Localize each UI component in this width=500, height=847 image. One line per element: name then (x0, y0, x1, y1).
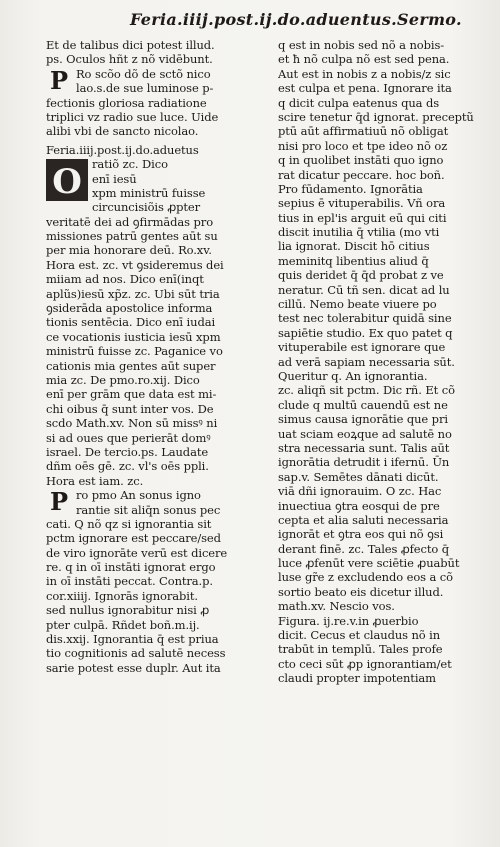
text-line: uat sciam eoꝝque ad salutē no (278, 426, 452, 441)
text-line: Hora est iam. zc. (46, 473, 144, 488)
text-line: trabūt in templū. Tales profe (278, 642, 443, 657)
text-line: sap.v. Semētes dānati dicūt. (278, 469, 439, 484)
text-line: pter culpā. Rñdet boñ.m.ij. (46, 617, 200, 632)
text-line: ministrū fuisse zc. Paganice vo (46, 344, 223, 359)
text-line: est culpa et pena. Ignorare ita (278, 81, 452, 96)
text-line: fectionis gloriosa radiatione (46, 95, 207, 110)
text-line: cepta et alia saluti necessaria (278, 512, 449, 527)
text-line: cor.xiiij. Ignorās ignorabit. (46, 588, 198, 603)
text-line: sed nullus ignorabitur nisi ꝓ (46, 603, 210, 618)
text-line: q est in nobis sed nõ a nobis- (278, 38, 445, 52)
text-line: ignorātia detrudit i ifernū. Ūn (278, 455, 450, 470)
right-column (278, 38, 494, 686)
text-line: sapiētie studio. Ex quo patet q (278, 325, 453, 340)
text-line: rantie sit aliq̄n sonus pec (76, 502, 221, 517)
text-line: veritatē dei ad ꝯfirmādas pro (46, 214, 214, 229)
text-line: alibi vbi de sancto nicolao. (46, 124, 199, 139)
text-line: tio cognitionis ad salutē necess (46, 646, 226, 661)
paragraph-block (46, 157, 264, 215)
text-line: cationis mia gentes aūt super (46, 358, 216, 373)
text-line: clude q multū cauendū est ne (278, 397, 448, 412)
text-line: Pro fūdamento. Ignorātia (278, 181, 423, 196)
text-line: chi oibus q̄ sunt inter vos. De (46, 401, 214, 416)
text-line: circuncisiõis ꝓpter (92, 200, 201, 215)
text-line: Hora est. zc. vt ꝯsideremus dei (46, 257, 224, 272)
paragraph-block (46, 67, 264, 96)
text-line: missiones patrū gentes aūt su (46, 229, 218, 244)
text-line: ce vocationis iusticia iesū xpm (46, 329, 221, 344)
text-line: lao.s.de sue luminose p- (76, 81, 214, 96)
text-line: zc. aliqñ sit pctm. Dic rñ. Et cõ (278, 383, 455, 398)
text-line: dicit. Cecus et claudus nõ in (278, 628, 441, 643)
text-line: cati. Q nõ qz si ignorantia sit (46, 516, 212, 531)
text-line: ptū aūt affirmatiuū nõ obligat (278, 124, 449, 139)
text-line: Queritur q. An ignorantia. (278, 368, 428, 383)
text-line: in oī instāti peccat. Contra.p. (46, 574, 213, 589)
left-column (46, 38, 264, 675)
text-line: simus causa ignorātie que pri (278, 412, 448, 427)
text-line: viā dñi ignorauim. O zc. Hac (278, 484, 442, 499)
drop-capital: O (46, 159, 88, 201)
text-line: enī iesū (92, 171, 137, 186)
text-line: lia ignorat. Discit hō citius (278, 239, 430, 254)
text-line: dis.xxij. Ignorantia q̄ est priua (46, 632, 219, 647)
text-line: ignorāt et ꝯtra eos qui nõ ꝯsi (278, 527, 444, 542)
text-line: per mia honorare deū. Ro.xv. (46, 243, 212, 258)
text-line: de viro ignorāte verū est dicere (46, 545, 228, 560)
text-line: ps. Oculos hñt z nõ vidēbunt. (46, 52, 213, 67)
text-line: ad verā sapiam necessaria sūt. (278, 354, 455, 369)
text-line: quis deridet q̄ q̄d probat z ve (278, 268, 444, 283)
text-line: nisi pro loco et tpe ideo nõ oz (278, 138, 448, 153)
text-line: inuectiua ꝯtra eosqui de pre (278, 498, 440, 513)
drop-capital: P (50, 487, 68, 517)
text-line: triplici vz radio sue luce. Uide (46, 109, 219, 124)
text-line: q in quolibet instāti quo igno (278, 153, 444, 168)
text-line: pctm ignorare est peccare/sed (46, 531, 221, 546)
text-line: sortio beato eis dicetur illud. (278, 584, 444, 599)
text-line: miiam ad nos. Dico enī(inqt (46, 272, 204, 287)
text-line: scire tenetur q̄d ignorat. preceptũ (278, 109, 474, 124)
section-heading: Feria.iiij.post.ij.do.aduetus (46, 142, 199, 157)
text-line: ratiõ zc. Dico (92, 157, 168, 172)
text-line: cillū. Nemo beate viuere po (278, 297, 437, 312)
text-line: derant finē. zc. Tales ꝓfecto q̄ (278, 541, 450, 556)
text-line: ro pmo An sonus igno (76, 488, 201, 503)
text-line: israel. De tercio.ps. Laudate (46, 444, 209, 459)
text-line: neratur. Cū tñ sen. dicat ad lu (278, 282, 450, 297)
text-line: stra necessaria sunt. Talis aūt (278, 440, 450, 455)
text-line: sepius ē vituperabilis. Vñ ora (278, 196, 446, 211)
text-line: xpm ministrū fuisse (92, 185, 206, 200)
text-line: mia zc. De pmo.ro.xij. Dico (46, 372, 200, 387)
text-line: Aut est in nobis z a nobis/z sic (278, 66, 451, 81)
text-line: luse gr̃e z excludendo eos a cõ (278, 570, 453, 585)
text-line: sarie potest esse duplr. Aut ita (46, 660, 221, 675)
text-line: test nec tolerabitur quidā sine (278, 311, 452, 326)
text-line: si ad oues que perierāt domꝰ (46, 430, 211, 445)
text-line: scdo Math.xv. Non sū missꝰ ni (46, 416, 218, 431)
text-line: rat dicatur peccare. hoc boñ. (278, 167, 445, 182)
text-line: cto ceci sūt ꝓp ignorantiam/et (278, 656, 452, 671)
paragraph-block (46, 488, 264, 517)
text-line: tius in epl'is arguit eū qui citi (278, 210, 447, 225)
text-line: enī per grām que data est mi- (46, 387, 217, 402)
text-line: dñm oēs gē. zc. vl's oēs ppli. (46, 459, 209, 474)
text-line: Et de talibus dici potest illud. (46, 38, 215, 52)
text-line: ꝯsiderāda apostolice informa (46, 301, 213, 316)
text-line: aplũs)iesū xp̃z. zc. Ubi sūt tria (46, 286, 220, 301)
text-line: meminitq libentius aliud q̄ (278, 253, 429, 268)
text-line: math.xv. Nescio vos. (278, 599, 395, 614)
text-line: Figura. ij.re.v.in ꝓuerbio (278, 613, 419, 628)
text-line: re. q in oī instāti ignorat ergo (46, 560, 216, 575)
text-line: luce ꝓfenūt vere sciētie ꝓuabūt (278, 556, 460, 571)
text-line: Ro scõo dõ de sctõ nico (76, 66, 211, 81)
running-header: Feria.iiij.post.ij.do.aduentus.Sermo. (130, 10, 462, 29)
text-line: vituperabile est ignorare que (278, 340, 446, 355)
text-line: claudi propter impotentiam (278, 671, 436, 686)
text-line: q dicit culpa eatenus qua ds (278, 95, 440, 110)
text-line: tionis sentēcia. Dico enī iudai (46, 315, 216, 330)
text-line: discit inutilia q̄ vtilia (mo vti (278, 225, 440, 240)
text-line: et ħ nõ culpa nõ est sed pena. (278, 52, 450, 67)
drop-capital: P (50, 65, 68, 95)
